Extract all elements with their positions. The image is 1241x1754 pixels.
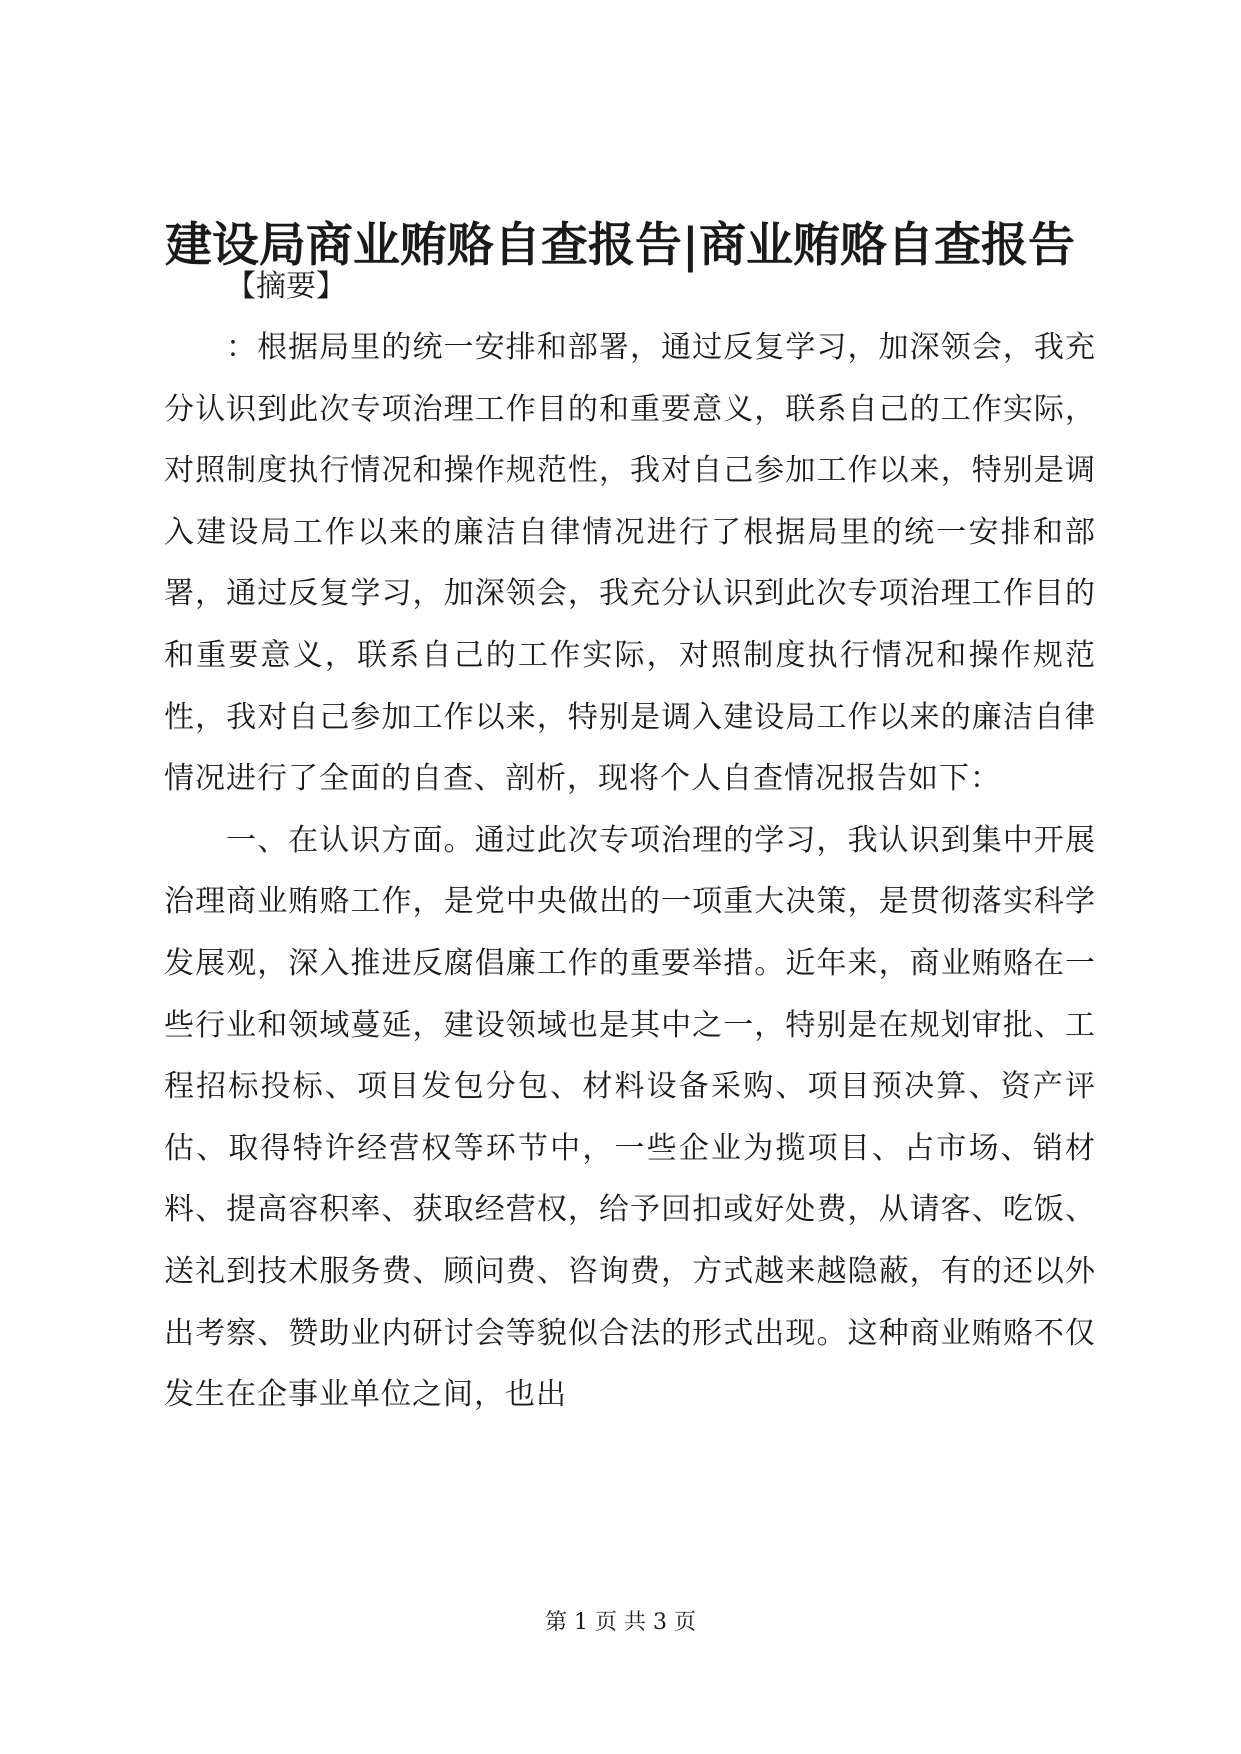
page-footer: 第 1 页 共 3 页 <box>545 1610 696 1635</box>
paragraph-section-one: 一、在认识方面。通过此次专项治理的学习，我认识到集中开展治理商业贿赂工作，是党中央做出的一项重大决策，是贯彻落实科学发展观，深入推进反腐倡廉工作的重要举措。近年来，商业贿赂在一些行业和领域蔓延，建设领域也是其中之一，特别是在规划审批、工程招标投标、项目发包分包、材料设备采购、项目预决算、资产评估、取得特许经营权等环节中，一些企业为揽项目、占市场、销材料、提高容积率、获取经营权，给予回扣或好处费，从请客、吃饭、送礼到技术服务费、顾问费、咨询费，方式越来越隐蔽，有的还以外出考察、赞助业内研讨会等貌似合法的形式出现。这种商业贿赂不仅发生在企事业单位之间，也出 <box>164 822 1096 1413</box>
abstract-label: 【摘要】 <box>226 269 346 304</box>
paragraph-intro: ：根据局里的统一安排和部署，通过反复学习，加深领会，我充分认识到此次专项治理工作目的和重要意义，联系自己的工作实际，对照制度执行情况和操作规范性，我对自己参加工作以来，特别是调入建设局工作以来的廉洁自律情况进行了根据局里的统一安排和部署，通过反复学习，加深领会，我充分认识到此次专项治理工作目的和重要意义，联系自己的工作实际，对照制度执行情况和操作规范性，我对自己参加工作以来，特别是调入建设局工作以来的廉洁自律情况进行了全面的自查、剖析，现将个人自查情况报告如下： <box>164 330 1096 797</box>
document-body <box>164 317 1096 1426</box>
document-title: 建设局商业贿赂自查报告|商业贿赂自查报告 <box>164 218 1076 273</box>
